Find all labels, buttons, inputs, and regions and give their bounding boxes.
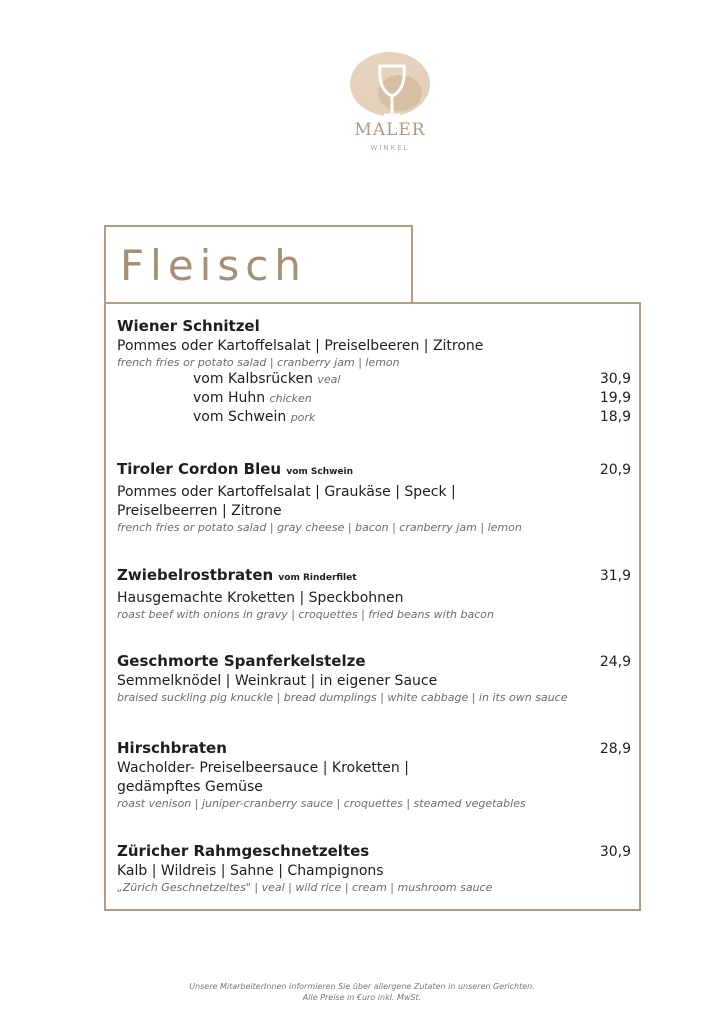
variant-row xyxy=(193,370,631,389)
dish-description-de: Kalb | Wildreis | Sahne | Champignons xyxy=(117,863,384,879)
dish-description-de: Hausgemachte Kroketten | Speckbohnen xyxy=(117,590,404,606)
dish-price: 30,9 xyxy=(599,844,631,860)
dish-hirschbraten xyxy=(117,739,631,811)
section-title-box xyxy=(104,225,413,302)
logo-name: MALER xyxy=(354,120,426,140)
dish-description-de: Pommes oder Kartoffelsalat | Preiselbeeren | Zitrone xyxy=(117,338,484,354)
dish-description-de-cont: gedämpftes Gemüse xyxy=(117,779,263,795)
variant-english: veal xyxy=(317,373,341,386)
variant-row xyxy=(193,389,631,408)
dish-name: Wiener Schnitzel xyxy=(117,317,260,335)
dish-zuericher-rahmgeschnetzeltes xyxy=(117,842,631,895)
dish-description-en: roast beef with onions in gravy | croquettes | fried beans with bacon xyxy=(117,608,494,621)
dish-name: Zwiebelrostbraten xyxy=(117,566,274,584)
allergen-note: Unsere MitarbeiterInnen informieren Sie über allergene Zutaten in unseren Gerichten. xyxy=(189,982,535,991)
dish-name-row xyxy=(117,460,631,482)
dish-name: Hirschbraten xyxy=(117,739,227,757)
variant-label: vom Huhn xyxy=(193,390,266,406)
dish-zwiebelrostbraten xyxy=(117,566,631,622)
variant-price: 19,9 xyxy=(599,390,631,406)
dish-price: 20,9 xyxy=(599,462,631,478)
dish-price: 24,9 xyxy=(599,654,631,670)
dish-description-en: „Zürich Geschnetzeltes" | veal | wild rice | cream | mushroom sauce xyxy=(117,881,493,894)
footer-note xyxy=(0,981,724,1003)
dish-price: 28,9 xyxy=(599,741,631,757)
dish-tiroler-cordon-bleu xyxy=(117,460,631,535)
logo-subtitle: WINKEL xyxy=(370,144,410,152)
dish-name-row xyxy=(117,566,631,588)
dish-note: vom Rinderfilet xyxy=(278,573,357,583)
dish-description-en: roast venison | juniper-cranberry sauce | croquettes | steamed vegetables xyxy=(117,797,526,810)
variant-english: chicken xyxy=(269,392,312,405)
variant-label: vom Schwein xyxy=(193,409,287,425)
dish-description-en: french fries or potato salad | cranberry jam | lemon xyxy=(117,356,400,369)
dish-description-en: braised suckling pig knuckle | bread dumplings | white cabbage | in its own sauce xyxy=(117,691,568,704)
dish-description-de: Pommes oder Kartoffelsalat | Graukäse | Speck | xyxy=(117,484,456,500)
dish-wiener-schnitzel xyxy=(117,317,631,427)
dish-price: 31,9 xyxy=(599,568,631,584)
variant-price: 30,9 xyxy=(599,371,631,387)
variant-row xyxy=(193,408,631,427)
dish-description-de: Semmelknödel | Weinkraut | in eigener Sauce xyxy=(117,673,438,689)
price-note: Alle Preise in €uro inkl. MwSt. xyxy=(302,993,422,1002)
dish-name: Tiroler Cordon Bleu xyxy=(117,460,282,478)
variant-english: pork xyxy=(290,411,316,424)
dish-spanferkelstelze xyxy=(117,652,631,705)
dish-description-de-cont: Preiselbeerren | Zitrone xyxy=(117,503,282,519)
variant-label: vom Kalbsrücken xyxy=(193,371,313,387)
dish-description-en: french fries or potato salad | gray cheese | bacon | cranberry jam | lemon xyxy=(117,521,522,534)
dish-description-de: Wacholder- Preiselbeersauce | Kroketten | xyxy=(117,760,409,776)
dish-name: Geschmorte Spanferkelstelze xyxy=(117,652,366,670)
dish-note: vom Schwein xyxy=(286,467,354,477)
section-title: Fleisch xyxy=(120,241,307,290)
dish-name: Züricher Rahmgeschnetzeltes xyxy=(117,842,370,860)
logo-icon xyxy=(340,38,440,160)
variant-price: 18,9 xyxy=(599,409,631,425)
